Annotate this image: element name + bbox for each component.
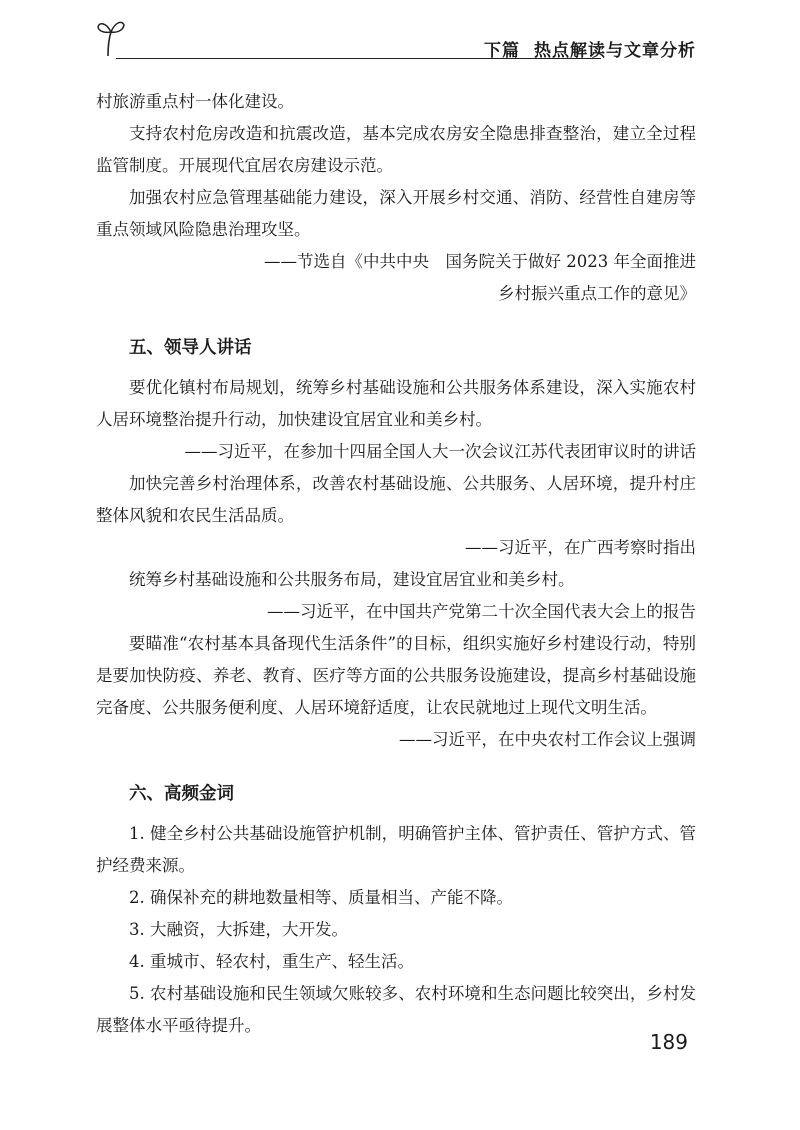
page-number: 189 xyxy=(649,1030,688,1054)
quote: 加快完善乡村治理体系，改善农村基础设施、公共服务、人居环境，提升村庄整体风貌和农民生活品质。 xyxy=(96,474,696,525)
section-heading: 五、领导人讲话 xyxy=(129,338,252,358)
paragraph: 村旅游重点村一体化建设。 xyxy=(96,92,294,111)
quote: 要优化镇村布局规划，统筹乡村基础设施和公共服务体系建设，深入实施农村人居环境整治提升行动，加快建设宜居宜业和美乡村。 xyxy=(96,378,696,429)
list-item: 4. 重城市、轻农村，重生产、轻生活。 xyxy=(129,952,414,971)
quote: 要瞄准“农村基本具备现代生活条件”的目标，组织实施好乡村建设行动，特别是要加快防疫、养老、教育、医疗等方面的公共服务设施建设，提高乡村基础设施完备度、公共服务便利度、人居环境舒适度，让农民就地过上现代文明生活。 xyxy=(96,634,696,717)
quote: 统筹乡村基础设施和公共服务布局，建设宜居宜业和美乡村。 xyxy=(129,570,575,589)
paragraph: 加强农村应急管理基础能力建设，深入开展乡村交通、消防、经营性自建房等重点领域风险隐患治理攻坚。 xyxy=(96,188,696,239)
list-item: 5. 农村基础设施和民生领域欠账较多、农村环境和生态问题比较突出，乡村发展整体水平亟待提升。 xyxy=(96,984,696,1035)
list-item: 3. 大融资，大拆建，大开发。 xyxy=(129,920,348,939)
paragraph: 支持农村危房改造和抗震改造，基本完成农房安全隐患排查整治，建立全过程监管制度。开展现代宜居农房建设示范。 xyxy=(96,124,696,175)
source-citation: ——节选自《中共中央 国务院关于做好 2023 年全面推进 xyxy=(264,252,696,271)
quote-source: ——习近平，在广西考察时指出 xyxy=(465,538,696,557)
running-title xyxy=(484,36,696,61)
page-body xyxy=(96,86,696,1042)
list-item: 1. 健全乡村公共基础设施管护机制，明确管护主体、管护责任、管护方式、管护经费来源。 xyxy=(96,824,696,875)
quote-source: ——习近平，在中国共产党第二十次全国代表大会上的报告 xyxy=(267,602,696,621)
section-heading: 六、高频金词 xyxy=(129,784,234,804)
section-title: 热点解读与文章分析 xyxy=(534,41,696,61)
list-item: 2. 确保补充的耕地数量相等、质量相当、产能不降。 xyxy=(129,888,513,907)
quote-source: ——习近平，在参加十四届全国人大一次会议江苏代表团审议时的讲话 xyxy=(184,442,696,461)
source-citation: 乡村振兴重点工作的意见》 xyxy=(498,284,696,303)
part-label: 下篇 xyxy=(484,41,520,61)
quote-source: ——习近平，在中央农村工作会议上强调 xyxy=(399,730,696,749)
running-header xyxy=(96,14,696,60)
sprout-icon xyxy=(96,16,126,58)
